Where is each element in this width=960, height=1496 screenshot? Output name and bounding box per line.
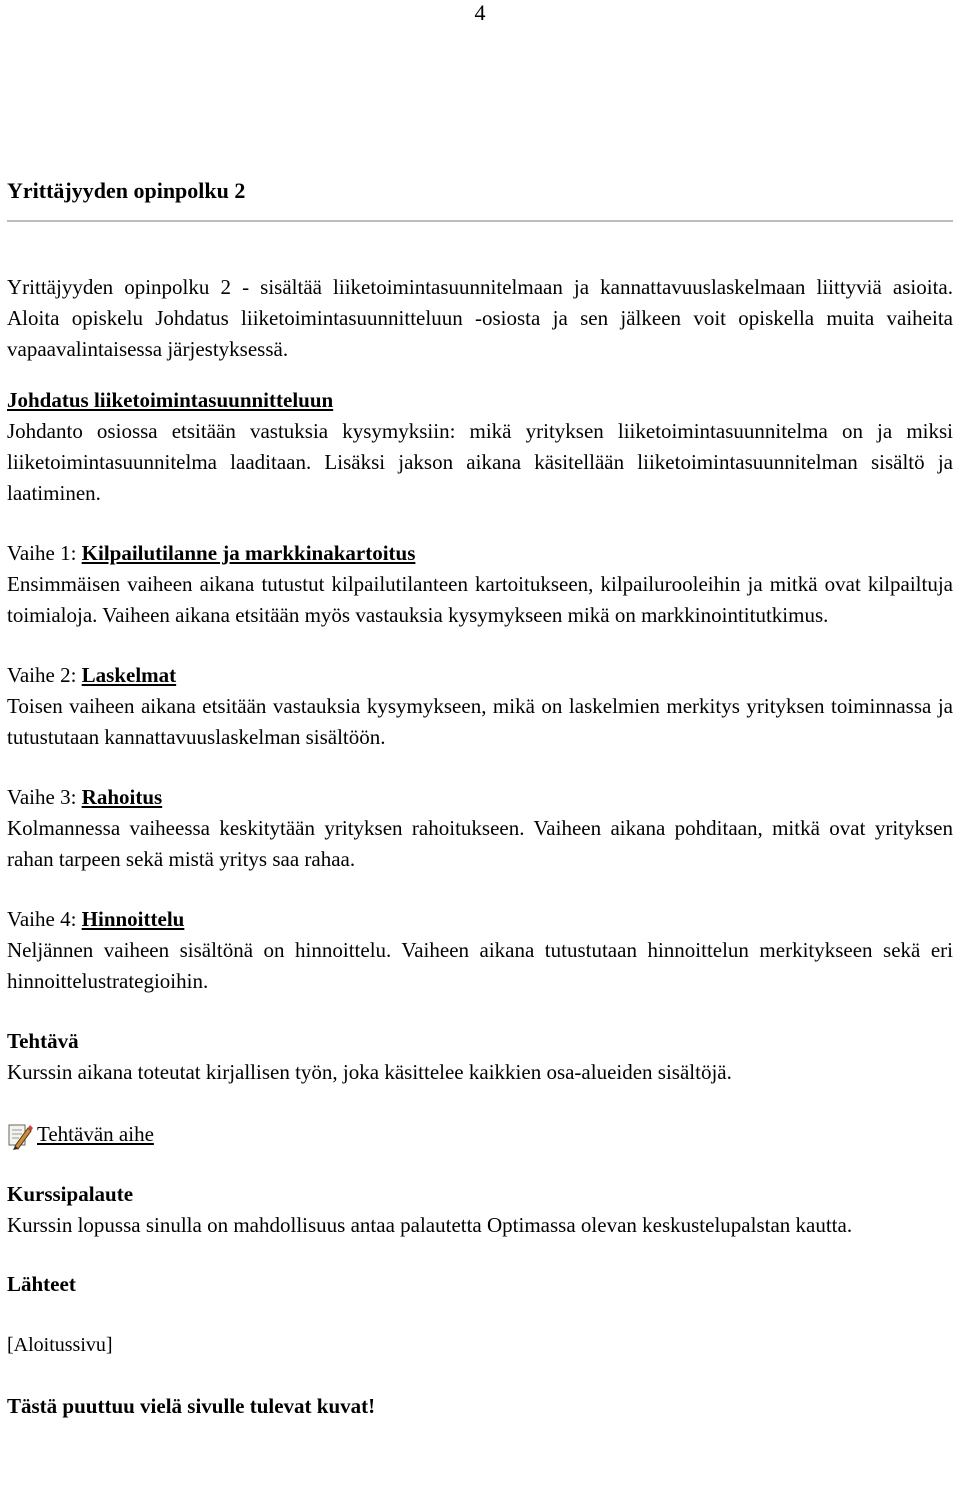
phase-1-body: Ensimmäisen vaiheen aikana tutustut kilpailutilanteen kartoitukseen, kilpailurooleihin ja mitkä ovat kilpailtuja toimialoja. Vaiheen aikana etsitään myös vastauksia kysymykseen mikä on markkinointitutkimus. xyxy=(7,572,953,627)
phase-2-body: Toisen vaiheen aikana etsitään vastauksia kysymykseen, mikä on laskelmien merkitys yrityksen toiminnassa ja tutustutaan kannattavuuslaskelman sisältöön. xyxy=(7,694,953,749)
task-heading: Tehtävä xyxy=(7,1029,79,1053)
phase-3-prefix: Vaihe 3: xyxy=(7,785,82,809)
feedback-section xyxy=(7,1179,953,1241)
page-title: Yrittäjyyden opinpolku 2 xyxy=(7,176,953,222)
phase-4-section xyxy=(7,904,953,997)
phase-4-link[interactable]: Hinnoittelu xyxy=(81,907,185,931)
page-number: 4 xyxy=(474,0,486,25)
task-topic-row xyxy=(7,1116,953,1150)
phase-1-section xyxy=(7,538,953,631)
document-content xyxy=(7,176,953,1422)
intro-section-body: Johdanto osiossa etsitään vastuksia kysymyksiin: mikä yrityksen liiketoimintasuunnitelma on ja miksi liiketoimintasuunnitelma laaditaan. Lisäksi jakson aikana käsitellään liiketoimintasuunnitelman sisältö ja laatiminen. xyxy=(7,419,953,505)
sources-heading: Lähteet xyxy=(7,1272,76,1296)
intro-section xyxy=(7,385,953,509)
feedback-heading: Kurssipalaute xyxy=(7,1182,134,1206)
phase-3-section xyxy=(7,782,953,875)
pencil-icon xyxy=(7,1122,33,1150)
intro-section-link[interactable]: Johdatus liiketoimintasuunnitteluun xyxy=(7,388,334,412)
phase-2-section xyxy=(7,660,953,753)
phase-4-body: Neljännen vaiheen sisältönä on hinnoittelu. Vaiheen aikana tutustutaan hinnoittelun merkitykseen sekä eri hinnoittelustrategioihin. xyxy=(7,938,953,993)
home-page-link[interactable]: [Aloitussivu] xyxy=(7,1334,113,1356)
intro-paragraph: Yrittäjyyden opinpolku 2 - sisältää liiketoimintasuunnitelmaan ja kannattavuuslaskelmaan liittyviä asioita. Aloita opiskelu Johdatus liiketoimintasuunnitteluun -osiosta ja sen jälkeen voit opiskella muita vaiheita vapaavalintaisessa järjestyksessä. xyxy=(7,275,953,361)
feedback-body: Kurssin lopussa sinulla on mahdollisuus antaa palautetta Optimassa olevan keskustelupalstan kautta. xyxy=(7,1213,853,1237)
phase-4-prefix: Vaihe 4: xyxy=(7,907,82,931)
phase-2-link[interactable]: Laskelmat xyxy=(81,663,177,687)
phase-1-link[interactable]: Kilpailutilanne ja markkinakartoitus xyxy=(81,541,416,565)
phase-1-prefix: Vaihe 1: xyxy=(7,541,82,565)
missing-images-note: Tästä puuttuu vielä sivulle tulevat kuvat! xyxy=(7,1394,376,1418)
phase-3-body: Kolmannessa vaiheessa keskitytään yrityksen rahoitukseen. Vaiheen aikana pohditaan, mitkä ovat yrityksen rahan tarpeen sekä mistä yritys saa rahaa. xyxy=(7,816,953,871)
phase-2-prefix: Vaihe 2: xyxy=(7,663,82,687)
phase-3-link[interactable]: Rahoitus xyxy=(81,785,163,809)
task-body: Kurssin aikana toteutat kirjallisen työn, joka käsittelee kaikkien osa-alueiden sisältöjä. xyxy=(7,1060,732,1084)
task-topic-link[interactable]: Tehtävän aihe xyxy=(37,1122,154,1146)
task-section xyxy=(7,1026,953,1088)
